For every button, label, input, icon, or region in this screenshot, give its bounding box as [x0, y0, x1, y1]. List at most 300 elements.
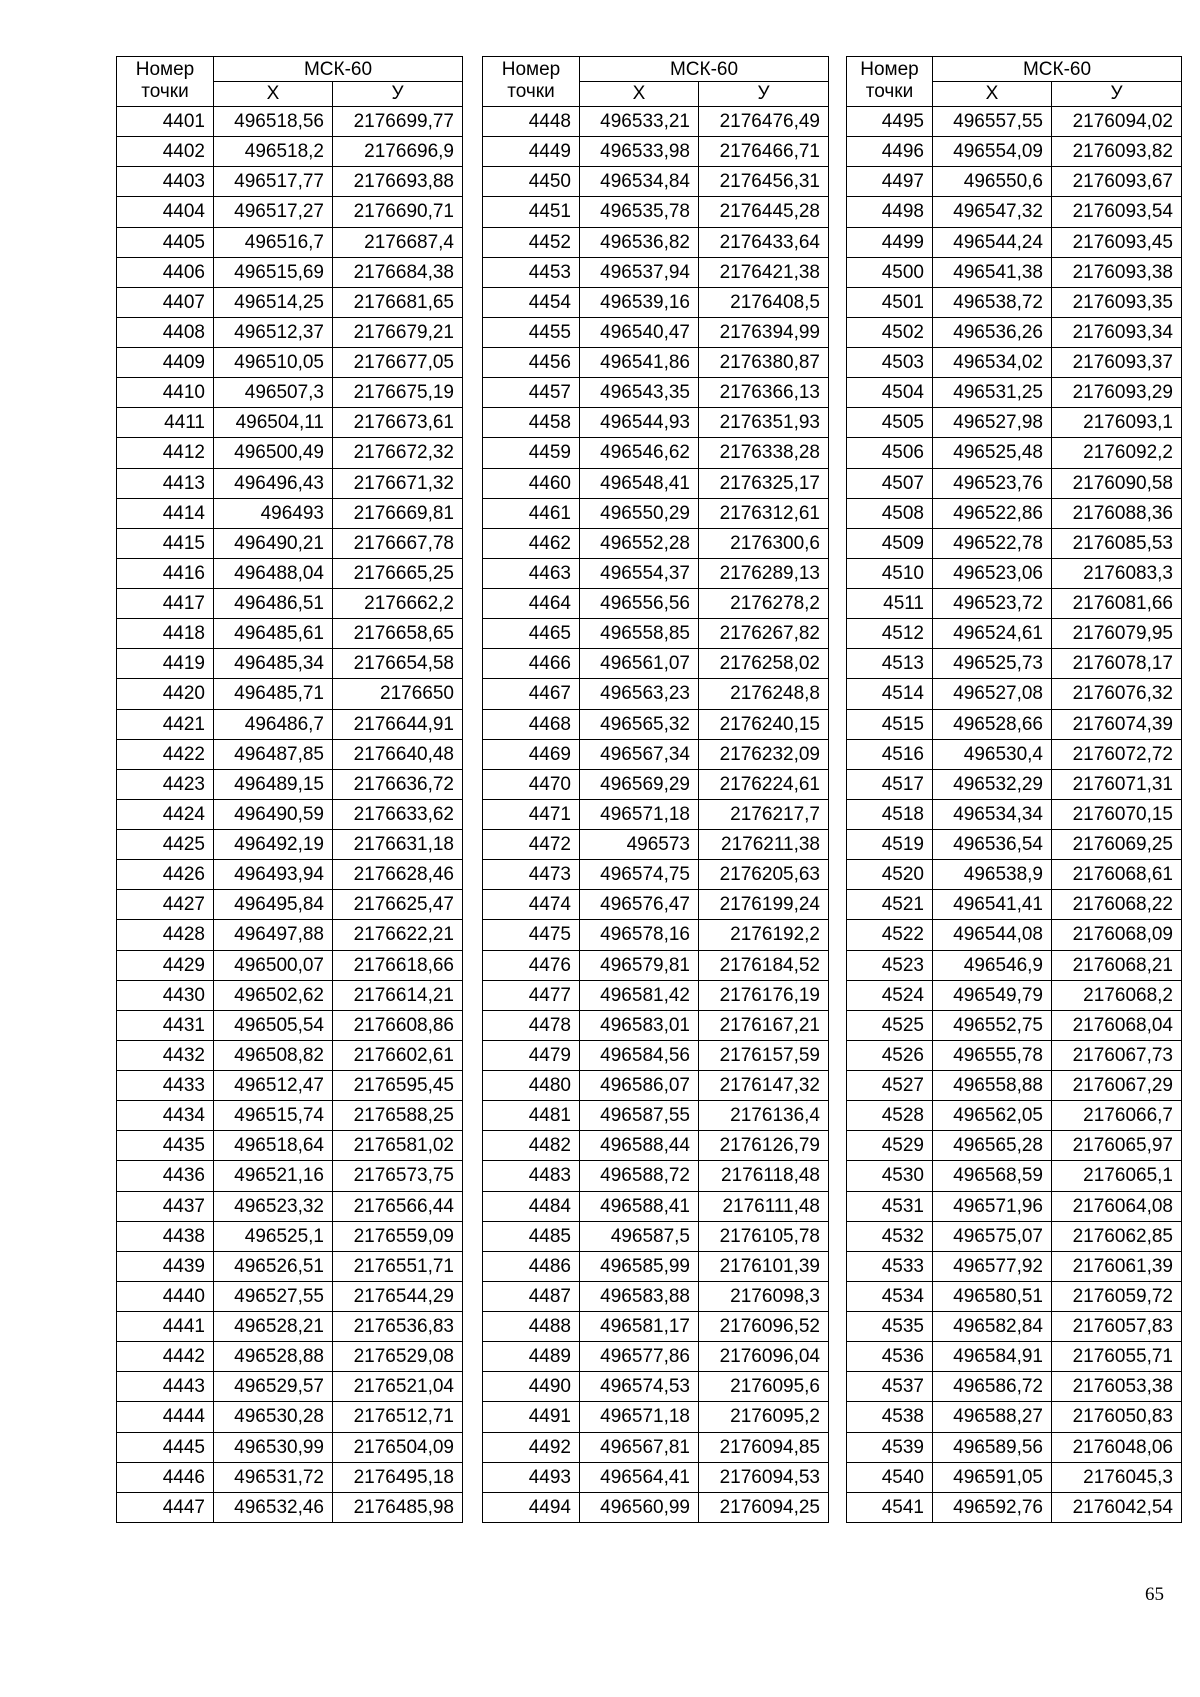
table-row [483, 498, 829, 528]
table-row [847, 980, 1182, 1010]
y-coordinate-cell: 2176093,82 [1052, 137, 1182, 167]
table-row [483, 679, 829, 709]
table-row [117, 860, 463, 890]
y-coordinate-cell: 2176067,29 [1052, 1071, 1182, 1101]
y-coordinate-cell: 2176068,04 [1052, 1010, 1182, 1040]
header-y: У [333, 82, 463, 107]
x-coordinate-cell: 496577,86 [580, 1342, 699, 1372]
y-coordinate-cell: 2176300,6 [699, 528, 829, 558]
header-point-number: Номер точки [117, 57, 214, 107]
x-coordinate-cell: 496515,69 [214, 257, 333, 287]
x-coordinate-cell: 496556,56 [580, 589, 699, 619]
table-row [847, 1432, 1182, 1462]
table-row [483, 107, 829, 137]
point-number-cell: 4439 [117, 1251, 214, 1281]
y-coordinate-cell: 2176504,09 [333, 1432, 463, 1462]
table-row [483, 1312, 829, 1342]
point-number-cell: 4517 [847, 769, 933, 799]
x-coordinate-cell: 496585,99 [580, 1251, 699, 1281]
point-number-cell: 4450 [483, 167, 580, 197]
x-coordinate-cell: 496487,85 [214, 739, 333, 769]
x-coordinate-cell: 496581,42 [580, 980, 699, 1010]
x-coordinate-cell: 496589,56 [933, 1432, 1052, 1462]
point-number-cell: 4417 [117, 589, 214, 619]
y-coordinate-cell: 2176093,45 [1052, 227, 1182, 257]
y-coordinate-cell: 2176671,32 [333, 468, 463, 498]
y-coordinate-cell: 2176070,15 [1052, 799, 1182, 829]
y-coordinate-cell: 2176093,35 [1052, 287, 1182, 317]
point-number-cell: 4487 [483, 1281, 580, 1311]
x-coordinate-cell: 496584,91 [933, 1342, 1052, 1372]
x-coordinate-cell: 496512,37 [214, 317, 333, 347]
point-number-cell: 4522 [847, 920, 933, 950]
table-row [483, 1492, 829, 1522]
table-row [483, 1402, 829, 1432]
table-row [847, 1251, 1182, 1281]
point-number-cell: 4513 [847, 649, 933, 679]
y-coordinate-cell: 2176067,73 [1052, 1040, 1182, 1070]
x-coordinate-cell: 496592,76 [933, 1492, 1052, 1522]
table-row [483, 1071, 829, 1101]
x-coordinate-cell: 496505,54 [214, 1010, 333, 1040]
table-body [117, 107, 463, 1523]
x-coordinate-cell: 496552,75 [933, 1010, 1052, 1040]
y-coordinate-cell: 2176662,2 [333, 589, 463, 619]
y-coordinate-cell: 2176667,78 [333, 528, 463, 558]
y-coordinate-cell: 2176079,95 [1052, 619, 1182, 649]
x-coordinate-cell: 496525,73 [933, 649, 1052, 679]
point-number-cell: 4472 [483, 830, 580, 860]
point-number-cell: 4425 [117, 830, 214, 860]
x-coordinate-cell: 496548,41 [580, 468, 699, 498]
x-coordinate-cell: 496517,77 [214, 167, 333, 197]
point-number-cell: 4478 [483, 1010, 580, 1040]
table-row [483, 769, 829, 799]
table-row [483, 408, 829, 438]
x-coordinate-cell: 496521,16 [214, 1161, 333, 1191]
y-coordinate-cell: 2176069,25 [1052, 830, 1182, 860]
x-coordinate-cell: 496557,55 [933, 107, 1052, 137]
x-coordinate-cell: 496493 [214, 498, 333, 528]
point-number-cell: 4540 [847, 1462, 933, 1492]
x-coordinate-cell: 496531,72 [214, 1462, 333, 1492]
y-coordinate-cell: 2176085,53 [1052, 528, 1182, 558]
table-row [847, 227, 1182, 257]
table-row [117, 1432, 463, 1462]
point-number-cell: 4533 [847, 1251, 933, 1281]
y-coordinate-cell: 2176045,3 [1052, 1462, 1182, 1492]
y-coordinate-cell: 2176095,6 [699, 1372, 829, 1402]
y-coordinate-cell: 2176055,71 [1052, 1342, 1182, 1372]
point-number-cell: 4407 [117, 287, 214, 317]
table-row [483, 1191, 829, 1221]
y-coordinate-cell: 2176325,17 [699, 468, 829, 498]
point-number-cell: 4433 [117, 1071, 214, 1101]
y-coordinate-cell: 2176068,09 [1052, 920, 1182, 950]
x-coordinate-cell: 496534,34 [933, 799, 1052, 829]
y-coordinate-cell: 2176126,79 [699, 1131, 829, 1161]
table-row [847, 438, 1182, 468]
table-row [117, 408, 463, 438]
point-number-cell: 4451 [483, 197, 580, 227]
x-coordinate-cell: 496547,32 [933, 197, 1052, 227]
point-number-cell: 4405 [117, 227, 214, 257]
point-number-cell: 4503 [847, 348, 933, 378]
x-coordinate-cell: 496518,56 [214, 107, 333, 137]
table-row [117, 1281, 463, 1311]
x-coordinate-cell: 496528,88 [214, 1342, 333, 1372]
table-row [117, 1161, 463, 1191]
table-row [847, 1071, 1182, 1101]
point-number-cell: 4525 [847, 1010, 933, 1040]
x-coordinate-cell: 496580,51 [933, 1281, 1052, 1311]
x-coordinate-cell: 496514,25 [214, 287, 333, 317]
table-row [483, 860, 829, 890]
x-coordinate-cell: 496534,02 [933, 348, 1052, 378]
table-row [483, 1342, 829, 1372]
table-row [483, 1161, 829, 1191]
point-number-cell: 4440 [117, 1281, 214, 1311]
x-coordinate-cell: 496554,09 [933, 137, 1052, 167]
y-coordinate-cell: 2176421,38 [699, 257, 829, 287]
x-coordinate-cell: 496486,51 [214, 589, 333, 619]
y-coordinate-cell: 2176614,21 [333, 980, 463, 1010]
coordinates-table-2 [482, 56, 829, 1523]
y-coordinate-cell: 2176672,32 [333, 438, 463, 468]
x-coordinate-cell: 496510,05 [214, 348, 333, 378]
table-row [117, 1342, 463, 1372]
point-number-cell: 4515 [847, 709, 933, 739]
point-number-cell: 4481 [483, 1101, 580, 1131]
table-row [483, 438, 829, 468]
x-coordinate-cell: 496523,06 [933, 558, 1052, 588]
point-number-cell: 4402 [117, 137, 214, 167]
table-row [483, 1251, 829, 1281]
point-number-cell: 4528 [847, 1101, 933, 1131]
point-number-cell: 4524 [847, 980, 933, 1010]
point-number-cell: 4541 [847, 1492, 933, 1522]
table-row [847, 528, 1182, 558]
table-row [847, 709, 1182, 739]
point-number-cell: 4428 [117, 920, 214, 950]
y-coordinate-cell: 2176074,39 [1052, 709, 1182, 739]
y-coordinate-cell: 2176658,65 [333, 619, 463, 649]
x-coordinate-cell: 496576,47 [580, 890, 699, 920]
y-coordinate-cell: 2176248,8 [699, 679, 829, 709]
table-row [847, 1131, 1182, 1161]
coordinates-table-3 [846, 56, 1182, 1523]
table-row [483, 287, 829, 317]
y-coordinate-cell: 2176094,25 [699, 1492, 829, 1522]
y-coordinate-cell: 2176062,85 [1052, 1221, 1182, 1251]
x-coordinate-cell: 496495,84 [214, 890, 333, 920]
point-number-cell: 4412 [117, 438, 214, 468]
point-number-cell: 4523 [847, 950, 933, 980]
table-row [483, 1101, 829, 1131]
table-row [483, 739, 829, 769]
table-row [117, 679, 463, 709]
y-coordinate-cell: 2176456,31 [699, 167, 829, 197]
x-coordinate-cell: 496485,34 [214, 649, 333, 679]
y-coordinate-cell: 2176217,7 [699, 799, 829, 829]
y-coordinate-cell: 2176278,2 [699, 589, 829, 619]
point-number-cell: 4461 [483, 498, 580, 528]
x-coordinate-cell: 496528,66 [933, 709, 1052, 739]
point-number-cell: 4539 [847, 1432, 933, 1462]
x-coordinate-cell: 496536,54 [933, 830, 1052, 860]
y-coordinate-cell: 2176078,17 [1052, 649, 1182, 679]
point-number-cell: 4507 [847, 468, 933, 498]
point-number-cell: 4445 [117, 1432, 214, 1462]
y-coordinate-cell: 2176258,02 [699, 649, 829, 679]
table-row [847, 860, 1182, 890]
x-coordinate-cell: 496507,3 [214, 378, 333, 408]
y-coordinate-cell: 2176167,21 [699, 1010, 829, 1040]
x-coordinate-cell: 496578,16 [580, 920, 699, 950]
table-row [117, 227, 463, 257]
point-number-cell: 4418 [117, 619, 214, 649]
table-row [483, 1372, 829, 1402]
point-number-cell: 4509 [847, 528, 933, 558]
table-row [847, 378, 1182, 408]
x-coordinate-cell: 496531,25 [933, 378, 1052, 408]
table-row [117, 980, 463, 1010]
y-coordinate-cell: 2176644,91 [333, 709, 463, 739]
x-coordinate-cell: 496549,79 [933, 980, 1052, 1010]
table-row [483, 1432, 829, 1462]
y-coordinate-cell: 2176445,28 [699, 197, 829, 227]
point-number-cell: 4408 [117, 317, 214, 347]
table-row [847, 558, 1182, 588]
table-row [483, 1040, 829, 1070]
y-coordinate-cell: 2176118,48 [699, 1161, 829, 1191]
point-number-cell: 4494 [483, 1492, 580, 1522]
x-coordinate-cell: 496550,6 [933, 167, 1052, 197]
table-row [847, 1161, 1182, 1191]
y-coordinate-cell: 2176466,71 [699, 137, 829, 167]
table-row [117, 589, 463, 619]
y-coordinate-cell: 2176068,61 [1052, 860, 1182, 890]
point-number-cell: 4468 [483, 709, 580, 739]
x-coordinate-cell: 496560,99 [580, 1492, 699, 1522]
y-coordinate-cell: 2176050,83 [1052, 1402, 1182, 1432]
table-row [847, 1010, 1182, 1040]
x-coordinate-cell: 496525,1 [214, 1221, 333, 1251]
header-x: Х [933, 82, 1052, 107]
table-row [847, 1312, 1182, 1342]
x-coordinate-cell: 496485,71 [214, 679, 333, 709]
x-coordinate-cell: 496530,4 [933, 739, 1052, 769]
point-number-cell: 4483 [483, 1161, 580, 1191]
point-number-cell: 4490 [483, 1372, 580, 1402]
table-row [117, 1191, 463, 1221]
x-coordinate-cell: 496502,62 [214, 980, 333, 1010]
point-number-cell: 4491 [483, 1402, 580, 1432]
y-coordinate-cell: 2176090,58 [1052, 468, 1182, 498]
table-row [847, 769, 1182, 799]
header-point-number: Номер точки [847, 57, 933, 107]
point-number-cell: 4438 [117, 1221, 214, 1251]
x-coordinate-cell: 496558,85 [580, 619, 699, 649]
y-coordinate-cell: 2176512,71 [333, 1402, 463, 1432]
point-number-cell: 4495 [847, 107, 933, 137]
point-number-cell: 4466 [483, 649, 580, 679]
x-coordinate-cell: 496584,56 [580, 1040, 699, 1070]
point-number-cell: 4427 [117, 890, 214, 920]
table-row [117, 1101, 463, 1131]
point-number-cell: 4521 [847, 890, 933, 920]
y-coordinate-cell: 2176048,06 [1052, 1432, 1182, 1462]
table-row [483, 920, 829, 950]
table-row [847, 679, 1182, 709]
y-coordinate-cell: 2176696,9 [333, 137, 463, 167]
point-number-cell: 4511 [847, 589, 933, 619]
point-number-cell: 4526 [847, 1040, 933, 1070]
table-body [847, 107, 1182, 1523]
table-row [847, 257, 1182, 287]
table-row [117, 1402, 463, 1432]
table-row [483, 830, 829, 860]
y-coordinate-cell: 2176476,49 [699, 107, 829, 137]
y-coordinate-cell: 2176573,75 [333, 1161, 463, 1191]
table-row [483, 558, 829, 588]
table-row [483, 528, 829, 558]
x-coordinate-cell: 496555,78 [933, 1040, 1052, 1070]
table-row [847, 197, 1182, 227]
y-coordinate-cell: 2176094,53 [699, 1462, 829, 1492]
point-number-cell: 4415 [117, 528, 214, 558]
point-number-cell: 4431 [117, 1010, 214, 1040]
x-coordinate-cell: 496543,35 [580, 378, 699, 408]
point-number-cell: 4413 [117, 468, 214, 498]
table-row [483, 649, 829, 679]
y-coordinate-cell: 2176071,31 [1052, 769, 1182, 799]
table-row [483, 1221, 829, 1251]
table-row [117, 950, 463, 980]
y-coordinate-cell: 2176640,48 [333, 739, 463, 769]
table-row [847, 167, 1182, 197]
y-coordinate-cell: 2176267,82 [699, 619, 829, 649]
table-row [117, 1040, 463, 1070]
x-coordinate-cell: 496588,41 [580, 1191, 699, 1221]
y-coordinate-cell: 2176093,29 [1052, 378, 1182, 408]
y-coordinate-cell: 2176289,13 [699, 558, 829, 588]
x-coordinate-cell: 496522,78 [933, 528, 1052, 558]
x-coordinate-cell: 496571,18 [580, 799, 699, 829]
y-coordinate-cell: 2176093,37 [1052, 348, 1182, 378]
x-coordinate-cell: 496541,41 [933, 890, 1052, 920]
x-coordinate-cell: 496567,81 [580, 1432, 699, 1462]
x-coordinate-cell: 496527,55 [214, 1281, 333, 1311]
point-number-cell: 4531 [847, 1191, 933, 1221]
y-coordinate-cell: 2176093,54 [1052, 197, 1182, 227]
x-coordinate-cell: 496544,08 [933, 920, 1052, 950]
point-number-cell: 4443 [117, 1372, 214, 1402]
table-row [117, 137, 463, 167]
x-coordinate-cell: 496558,88 [933, 1071, 1052, 1101]
x-coordinate-cell: 496522,86 [933, 498, 1052, 528]
table-row [117, 378, 463, 408]
x-coordinate-cell: 496568,59 [933, 1161, 1052, 1191]
x-coordinate-cell: 496518,2 [214, 137, 333, 167]
x-coordinate-cell: 496550,29 [580, 498, 699, 528]
point-number-cell: 4488 [483, 1312, 580, 1342]
point-number-cell: 4480 [483, 1071, 580, 1101]
table-row [117, 1071, 463, 1101]
point-number-cell: 4527 [847, 1071, 933, 1101]
y-coordinate-cell: 2176192,2 [699, 920, 829, 950]
point-number-cell: 4467 [483, 679, 580, 709]
header-coordinate-system: МСК-60 [933, 57, 1182, 82]
table-row [117, 197, 463, 227]
table-row [483, 317, 829, 347]
table-row [847, 1342, 1182, 1372]
x-coordinate-cell: 496489,15 [214, 769, 333, 799]
table-row [483, 589, 829, 619]
y-coordinate-cell: 2176111,48 [699, 1191, 829, 1221]
point-number-cell: 4470 [483, 769, 580, 799]
y-coordinate-cell: 2176176,19 [699, 980, 829, 1010]
x-coordinate-cell: 496588,44 [580, 1131, 699, 1161]
point-number-cell: 4475 [483, 920, 580, 950]
x-coordinate-cell: 496538,72 [933, 287, 1052, 317]
table-row [117, 1462, 463, 1492]
table-row [117, 619, 463, 649]
x-coordinate-cell: 496515,74 [214, 1101, 333, 1131]
y-coordinate-cell: 2176595,45 [333, 1071, 463, 1101]
table-row [847, 1462, 1182, 1492]
header-y: У [699, 82, 829, 107]
x-coordinate-cell: 496562,05 [933, 1101, 1052, 1131]
y-coordinate-cell: 2176628,46 [333, 860, 463, 890]
y-coordinate-cell: 2176631,18 [333, 830, 463, 860]
y-coordinate-cell: 2176092,2 [1052, 438, 1182, 468]
x-coordinate-cell: 496552,28 [580, 528, 699, 558]
table-row [847, 1191, 1182, 1221]
x-coordinate-cell: 496517,27 [214, 197, 333, 227]
point-number-cell: 4458 [483, 408, 580, 438]
table-row [483, 1281, 829, 1311]
y-coordinate-cell: 2176211,38 [699, 830, 829, 860]
table-row [847, 348, 1182, 378]
table-row [483, 1010, 829, 1040]
y-coordinate-cell: 2176199,24 [699, 890, 829, 920]
y-coordinate-cell: 2176433,64 [699, 227, 829, 257]
point-number-cell: 4484 [483, 1191, 580, 1221]
point-number-cell: 4459 [483, 438, 580, 468]
point-number-cell: 4426 [117, 860, 214, 890]
point-number-cell: 4500 [847, 257, 933, 287]
x-coordinate-cell: 496571,96 [933, 1191, 1052, 1221]
x-coordinate-cell: 496540,47 [580, 317, 699, 347]
y-coordinate-cell: 2176147,32 [699, 1071, 829, 1101]
point-number-cell: 4501 [847, 287, 933, 317]
point-number-cell: 4406 [117, 257, 214, 287]
point-number-cell: 4437 [117, 1191, 214, 1221]
y-coordinate-cell: 2176679,21 [333, 317, 463, 347]
point-number-cell: 4530 [847, 1161, 933, 1191]
x-coordinate-cell: 496485,61 [214, 619, 333, 649]
table-row [847, 619, 1182, 649]
table-row [117, 1372, 463, 1402]
x-coordinate-cell: 496527,08 [933, 679, 1052, 709]
point-number-cell: 4411 [117, 408, 214, 438]
table-row [847, 890, 1182, 920]
page-number: 65 [1145, 1584, 1164, 1605]
x-coordinate-cell: 496525,48 [933, 438, 1052, 468]
table-row [847, 649, 1182, 679]
y-coordinate-cell: 2176673,61 [333, 408, 463, 438]
